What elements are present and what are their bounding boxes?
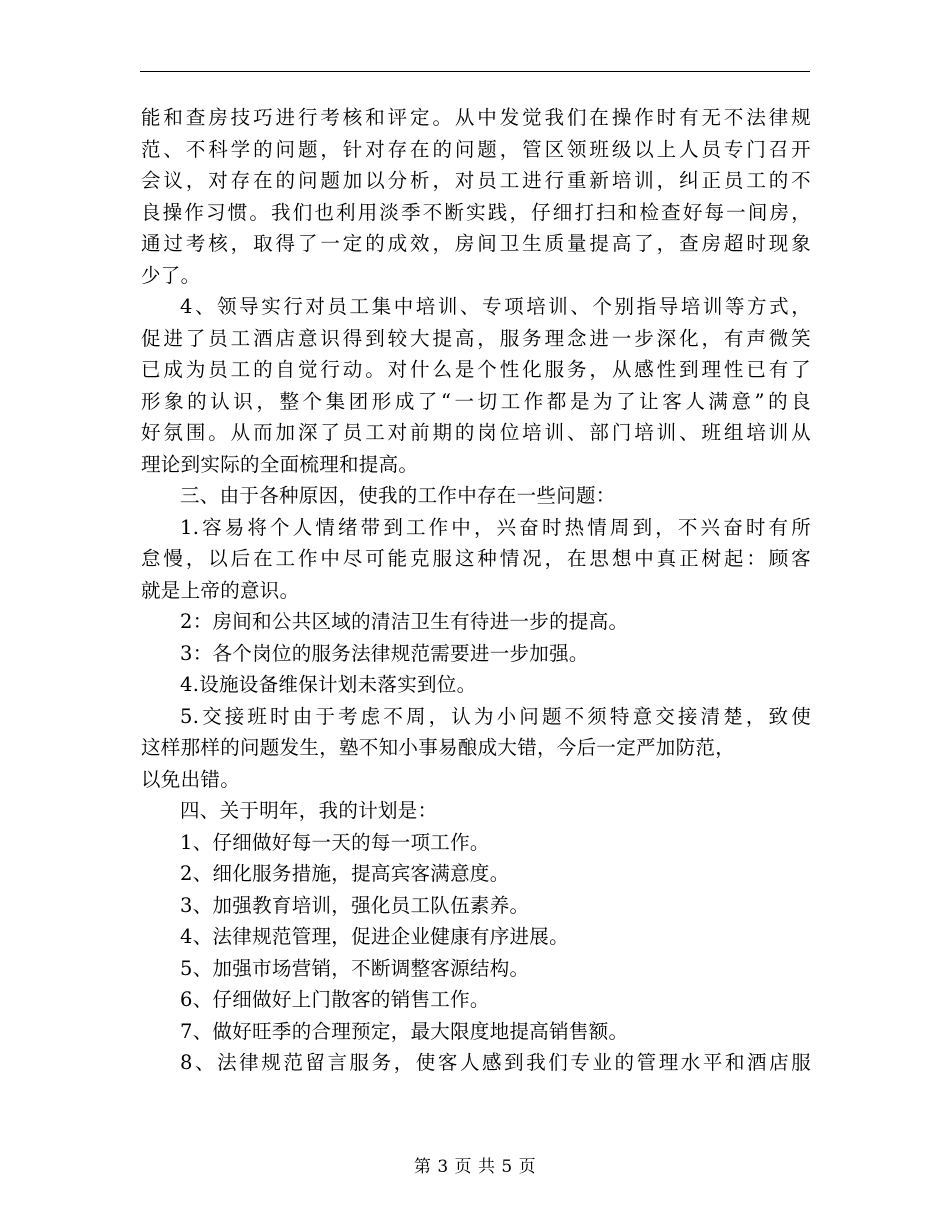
text-line: 已成为员工的自觉行动。对什么是个性化服务，从感性到理性已有了	[141, 358, 811, 381]
text-line: 会议，对存在的问题加以分析，对员工进行重新培训，纠正员工的不	[141, 169, 811, 192]
text-line: 范、不科学的问题，针对存在的问题，管区领班级以上人员专门召开	[141, 137, 811, 161]
text-line: 促进了员工酒店意识得到较大提高，服务理念进一步深化，有声微笑	[141, 326, 811, 350]
text-line: 1、仔细做好每一天的每一项工作。	[180, 830, 490, 854]
text-line: 这样那样的问题发生，塾不知小事易酿成大错，今后一定严加防范，	[141, 736, 736, 759]
document-body	[141, 102, 811, 1079]
page-number-label: 第 3 页 共 5 页	[413, 1157, 537, 1177]
text-line: 3：各个岗位的服务法律规范需要进一步加强。	[180, 641, 589, 665]
text-line: 好氛围。从而加深了员工对前期的岗位培训、部门培训、班组培训从	[141, 421, 811, 444]
header-rule	[140, 71, 810, 72]
text-line: 8、法律规范留言服务，使客人感到我们专业的管理水平和酒店服	[180, 1051, 811, 1074]
text-line: 4、法律规范管理，促进企业健康有序进展。	[180, 925, 569, 948]
text-line: 形象的认识，整个集团形成了“一切工作都是为了让客人满意”的良	[141, 389, 811, 413]
text-line: 5、加强市场营销，不断调整客源结构。	[180, 956, 530, 980]
text-line: 2、细化服务措施，提高宾客满意度。	[180, 862, 510, 885]
text-line: 3、加强教育培训，强化员工队伍素养。	[180, 893, 530, 917]
text-line: 1.容易将个人情绪带到工作中，兴奋时热情周到，不兴奋时有所	[180, 515, 811, 539]
text-line: 以免出错。	[141, 767, 241, 791]
text-line: 4.设施设备维保计划未落实到位。	[180, 673, 477, 696]
text-line: 四、关于明年，我的计划是：	[180, 799, 438, 822]
text-line: 2：房间和公共区域的清洁卫生有待进一步的提高。	[180, 610, 629, 633]
text-line: 能和查房技巧进行考核和评定。从中发觉我们在操作时有无不法律规	[141, 106, 811, 129]
text-line: 三、由于各种原因，使我的工作中存在一些问题：	[180, 484, 616, 507]
text-line: 5.交接班时由于考虑不周，认为小问题不须特意交接清楚，致使	[180, 704, 811, 728]
text-line: 少了。	[141, 263, 201, 287]
text-line: 6、仔细做好上门散客的销售工作。	[180, 988, 490, 1011]
text-line: 7、做好旺季的合理预定，最大限度地提高销售额。	[180, 1019, 629, 1043]
text-line: 就是上帝的意识。	[141, 578, 300, 602]
text-line: 良操作习惯。我们也利用淡季不断实践，仔细打扫和检查好每一间房，	[141, 200, 811, 224]
text-line: 通过考核，取得了一定的成效，房间卫生质量提高了，查房超时现象	[141, 232, 811, 255]
text-line: 理论到实际的全面梳理和提高。	[141, 452, 419, 476]
text-line: 怠慢，以后在工作中尽可能克服这种情况，在思想中真正树起：顾客	[141, 547, 811, 570]
text-line: 4、领导实行对员工集中培训、专项培训、个别指导培训等方式，	[180, 295, 811, 318]
page-footer	[0, 1155, 950, 1179]
